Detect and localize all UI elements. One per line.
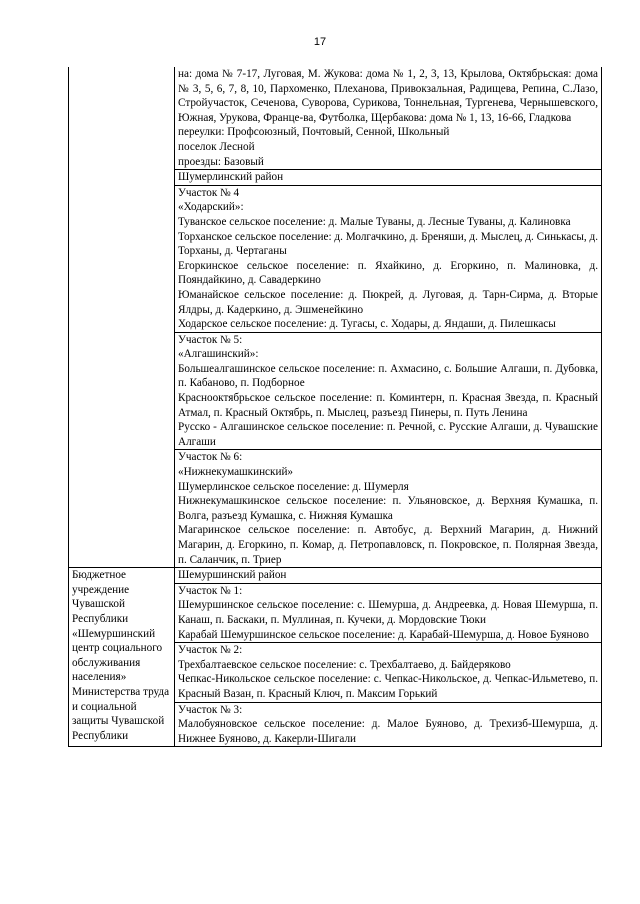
org-cell-empty [69, 67, 175, 568]
territory-cell [175, 67, 602, 170]
territory-line: Карабай Шемуршинское сельское поселение: д. Карабай-Шемурша, д. Новое Буяново [178, 628, 589, 641]
section-number: Участок № 5: [178, 333, 243, 346]
section-name: «Ходарский»: [178, 201, 244, 214]
page-number: 17 [313, 36, 327, 48]
section-name: «Алгашинский»: [178, 348, 259, 361]
section-number: Участок № 2: [178, 644, 243, 657]
org-cell: Бюджетное учреждение Чувашской Республики «Шемуршинский центр социального обслуживания населения» Министерства труда и социальной защиты Чувашской Республики [69, 568, 175, 747]
territory-line: Малобуяновское сельское поселение: д. Малое Буяново, д. Трехизб-Шемурша, д. Нижнее Буяново, д. Какерли-Шигали [178, 718, 598, 745]
territory-line: Трехбалтаевское сельское поселение: с. Трехбалтаево, д. Байдеряково [178, 658, 511, 671]
district-header-cell [175, 568, 602, 584]
district-title: Шумерлинский район [178, 171, 284, 184]
territory-line: Шемуршинское сельское поселение: с. Шемурша, д. Андреевка, д. Новая Шемурша, п. Канаш, п. Баскаки, п. Муллиная, п. Кучеки, д. Мордовские Тюки [178, 599, 598, 626]
territory-cell [175, 583, 602, 642]
district-title: Шемуршинский район [178, 569, 287, 582]
territory-line: Юманайское сельское поселение: д. Пюкрей, д. Луговая, д. Тарн-Сирма, д. Вторые Ялдры, д. Кадеркино, д. Эшменейкино [178, 288, 598, 316]
territory-line: Ходарское сельское поселение: д. Тугасы, с. Ходары, д. Яндаши, д. Пилешкасы [178, 318, 556, 331]
territory-cell [175, 702, 602, 747]
territory-cell [175, 185, 602, 332]
territory-line: переулки: Профсоюзный, Почтовый, Сенной, Школьный [178, 126, 450, 139]
section-number: Участок № 1: [178, 584, 243, 597]
territory-line: Чепкас-Никольское сельское поселение: с. Чепкас-Никольское, д. Чепкас-Ильметево, п. Красный Вазан, п. Красный Ключ, п. Максим Горький [178, 673, 598, 700]
table-row [69, 67, 602, 170]
district-header-cell [175, 170, 602, 186]
section-name: «Нижнекумашкинский» [178, 466, 294, 479]
territory-line: поселок Лесной [178, 140, 255, 153]
territory-line: Егоркинское сельское поселение: п. Яхайкино, д. Егоркино, п. Малиновка, д. Пояндайкино, д. Савадеркино [178, 259, 598, 287]
territory-line: проезды: Базовый [178, 155, 264, 168]
territory-line: Туванское сельское поселение: д. Малые Туваны, д. Лесные Туваны, д. Калиновка [178, 215, 571, 228]
territory-line: Торханское сельское поселение: д. Молгачкино, д. Бреняши, д. Мыслец, д. Синькасы, д. Торханы, д. Чертаганы [178, 230, 598, 258]
territory-cell [175, 450, 602, 568]
table-row [69, 568, 602, 584]
territory-line: Краснооктябрьское сельское поселение: п. Коминтерн, п. Красная Звезда, п. Красный Атмал, п. Красный Октябрь, п. Мыслец, разъезд Пинеры, п. Путь Ленина [178, 392, 598, 419]
section-number: Участок № 4 [178, 186, 240, 199]
territory-line: Русско - Алгашинское сельское поселение: п. Речной, с. Русские Алгаши, д. Чувашские Алгаши [178, 421, 598, 448]
district-assignment-table [68, 67, 602, 747]
territory-line: Магаринское сельское поселение: п. Автобус, д. Верхний Магарин, д. Нижний Магарин, д. Егоркино, п. Комар, д. Петропавловск, п. Покровское, п. Полярная Звезда, п. Саланчик, п. Триер [178, 524, 598, 566]
section-number: Участок № 3: [178, 703, 243, 716]
territory-line: Большеалгашинское сельское поселение: п. Ахмасино, с. Большие Алгаши, п. Дубовка, п. Кабаново, п. Подборное [178, 362, 598, 390]
territory-line: Нижнекумашкинское сельское поселение: п. Ульяновское, д. Верхняя Кумашка, п. Волга, разъезд Кумашка, с. Нижняя Кумашка [178, 495, 598, 522]
section-number: Участок № 6: [178, 451, 243, 464]
territory-cell [175, 643, 602, 702]
territory-cell [175, 332, 602, 450]
territory-line: на: дома № 7-17, Луговая, М. Жукова: дома № 1, 2, 3, 13, Крылова, Октябрьская: дома № 3, 5, 6, 7, 8, 10, Пархоменко, Плеханова, Привокзальная, Радищева, Репина, С.Лазо, Стройучасток, Сеченова, Суворова, Сурикова, Тоннельная, Тургенева, Чернышевского, Южная, Урукова, Франце-ва, Футболка, Щербакова: дома № 1, 13, 16-66, Гладкова [178, 68, 598, 124]
territory-line: Шумерлинское сельское поселение: д. Шумерля [178, 480, 409, 493]
